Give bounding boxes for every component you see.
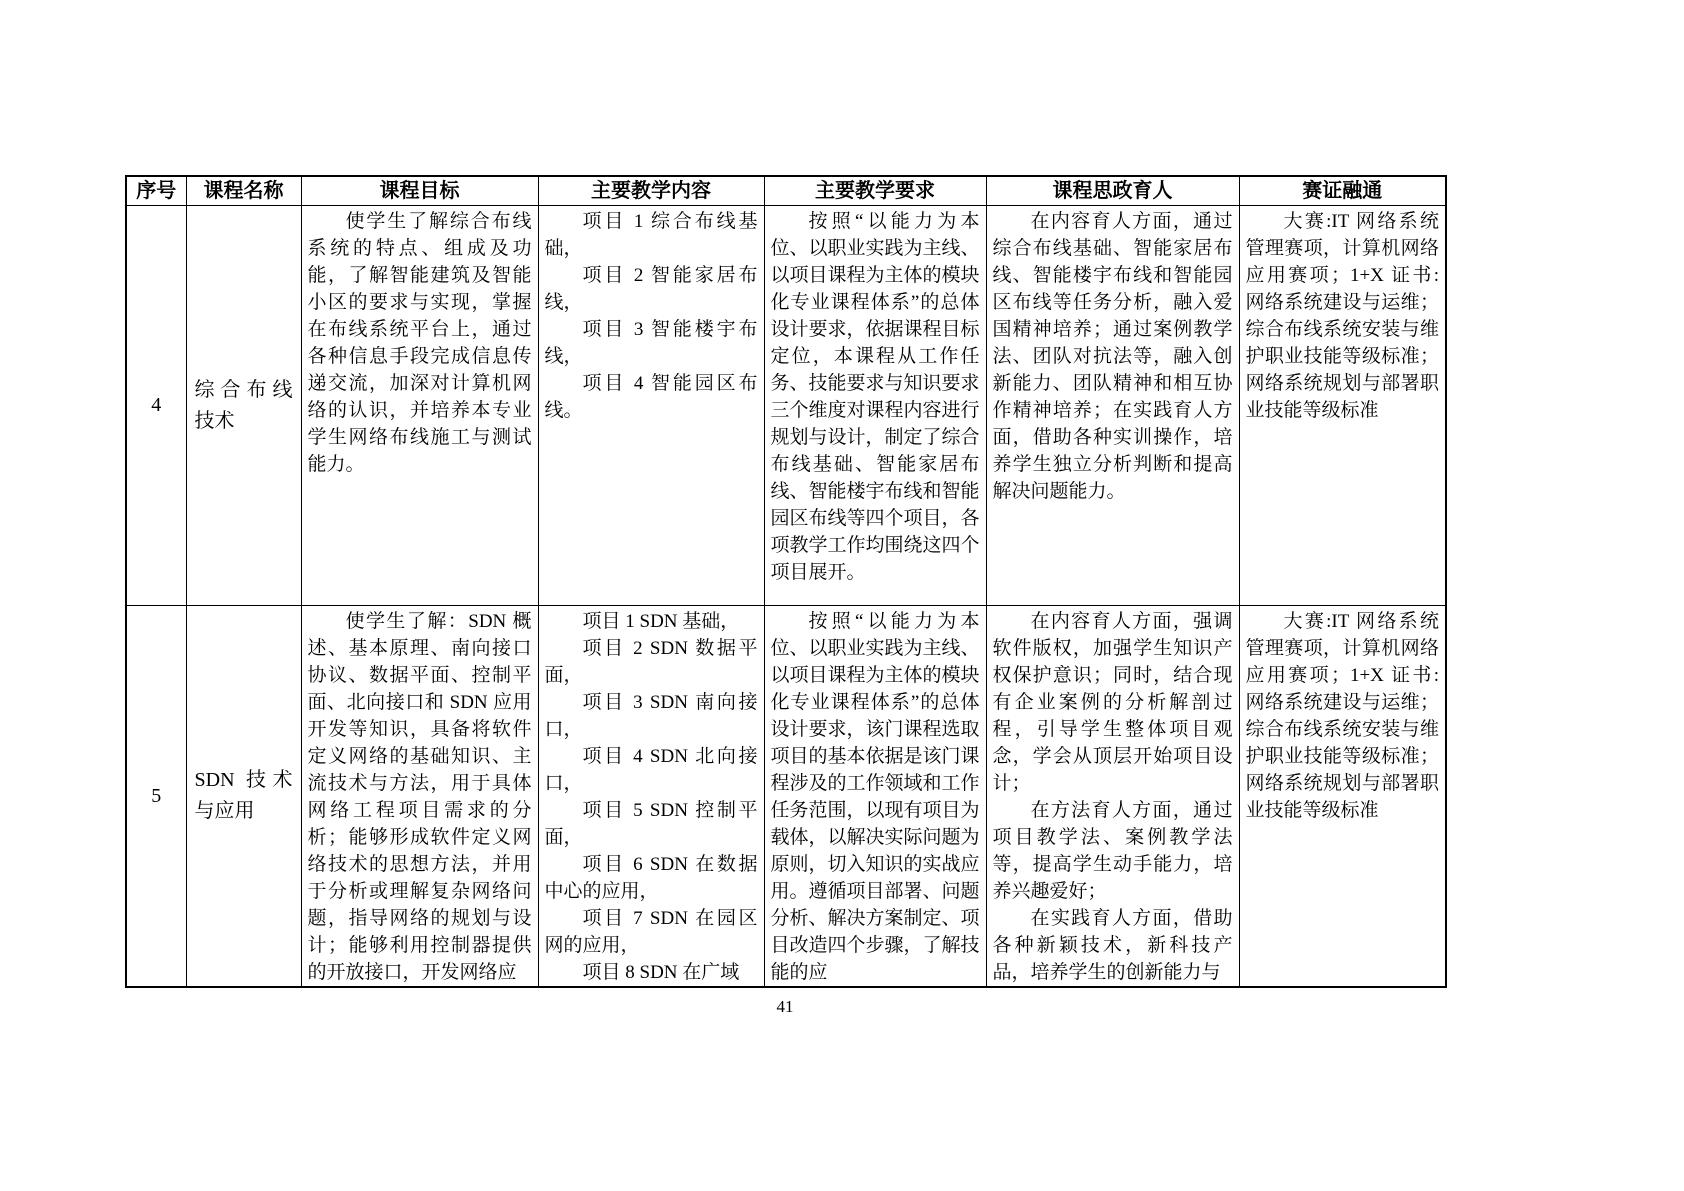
paragraph: 项目 4 智能园区布线。 [544, 373, 758, 421]
header-ideology: 课程思政育人 [986, 176, 1239, 206]
paragraph: 在内容育人方面，强调软件版权，加强学生知识产权保护意识；同时，结合现有企业案例的分析解剖过程，引导学生整体项目观念，学会从顶层开始项目设计； [992, 611, 1233, 794]
cell-teaching-requirements [764, 606, 986, 988]
header-teaching-requirements: 主要教学要求 [764, 176, 986, 206]
cell-objectives [301, 206, 538, 606]
paragraph: 项目 5 SDN 控制平面， [544, 800, 758, 848]
table-row [126, 606, 1446, 988]
paragraph: 在方法育人方面，通过项目教学法、案例教学法等，提高学生动手能力，培养兴趣爱好； [992, 800, 1233, 902]
cell-teaching-content [538, 206, 764, 606]
cell-certificate [1239, 606, 1446, 988]
header-seq: 序号 [126, 176, 186, 206]
paragraph: 大赛:IT 网络系统管理赛项，计算机网络应用赛项；1+X 证书:网络系统建设与运维；综合布线系统安装与维护职业技能等级标准；网络系统规划与部署职业技能等级标准 [1245, 211, 1439, 421]
cell-teaching-requirements [764, 206, 986, 606]
paragraph: 项目 6 SDN 在数据中心的应用， [544, 854, 758, 902]
page-number: 41 [776, 997, 794, 1016]
paragraph: 项目 1 综合布线基础， [544, 211, 758, 259]
paragraph: 项目 4 SDN 北向接口， [544, 746, 758, 794]
cell-teaching-content [538, 606, 764, 988]
header-teaching-content: 主要教学内容 [538, 176, 764, 206]
cell-seq: 4 [126, 206, 186, 606]
paragraph: 项目 3 智能楼宇布线， [544, 319, 758, 367]
cell-seq: 5 [126, 606, 186, 988]
paragraph: 大赛:IT 网络系统管理赛项，计算机网络应用赛项；1+X 证书:网络系统建设与运维；综合布线系统安装与维护职业技能等级标准；网络系统规划与部署职业技能等级标准 [1245, 611, 1439, 821]
paragraph: 项目 2 SDN 数据平面， [544, 638, 758, 686]
paragraph: 在内容育人方面，通过综合布线基础、智能家居布线、智能楼宇布线和智能园区布线等任务分析，融入爱国精神培养；通过案例教学法、团队对抗法等，融入创新能力、团队精神和相互协作精神培养；在实践育人方面，借助各种实训操作，培养学生独立分析判断和提高解决问题能力。 [992, 211, 1233, 502]
cell-objectives [301, 606, 538, 988]
paragraph: 项目 3 SDN 南向接口， [544, 692, 758, 740]
header-objectives: 课程目标 [301, 176, 538, 206]
paragraph: 使学生了解：SDN 概述、基本原理、南向接口协议、数据平面、控制平面、北向接口和 SDN 应用开发等知识，具备将软件定义网络的基础知识、主流技术与方法，用于具体网络工程项目需求的分析；能够形成软件定义网络技术的思想方法，并用于分析或理解复杂网络问题，指导网络的规划与设计；能够利用控制器提供的开放接口，开发网络应 [307, 611, 532, 983]
cell-course-name: SDN 技术与应用 [186, 606, 301, 988]
paragraph: 项目 1 SDN 基础， [582, 611, 740, 632]
paragraph: 项目 2 智能家居布线， [544, 265, 758, 313]
paragraph: 按照“以能力为本位、以职业实践为主线、以项目课程为主体的模块化专业课程体系”的总体设计要求，依据课程目标定位，本课程从工作任务、技能要求与知识要求三个维度对课程内容进行规划与设计，制定了综合布线基础、智能家居布线、智能楼宇布线和智能园区布线等四个项目，各项教学工作均围绕这四个项目展开。 [770, 211, 980, 583]
header-course-name: 课程名称 [186, 176, 301, 206]
header-row [126, 176, 1446, 206]
cell-certificate [1239, 206, 1446, 606]
cell-ideology [986, 606, 1239, 988]
header-certificate: 赛证融通 [1239, 176, 1446, 206]
cell-ideology [986, 206, 1239, 606]
cell-course-name: 综合布线技术 [186, 206, 301, 606]
paragraph: 项目 8 SDN 在广域 [582, 962, 740, 983]
paragraph: 使学生了解综合布线系统的特点、组成及功能，了解智能建筑及智能小区的要求与实现，掌握在布线系统平台上，通过各种信息手段完成信息传递交流，加深对计算机网络的认识，并培养本专业学生网络布线施工与测试能力。 [307, 211, 532, 475]
table-row [126, 206, 1446, 606]
paragraph: 项目 7 SDN 在园区网的应用， [544, 908, 758, 956]
course-table [125, 175, 1447, 988]
paragraph: 按照“以能力为本位、以职业实践为主线、以项目课程为主体的模块化专业课程体系”的总体设计要求，该门课程选取项目的基本依据是该门课程涉及的工作领域和工作任务范围，以现有项目为载体，以解决实际问题为原则，切入知识的实战应用。遵循项目部署、问题分析、解决方案制定、项目改造四个步骤，了解技能的应 [770, 611, 980, 983]
paragraph: 在实践育人方面，借助各种新颖技术，新科技产品，培养学生的创新能力与 [992, 908, 1233, 983]
